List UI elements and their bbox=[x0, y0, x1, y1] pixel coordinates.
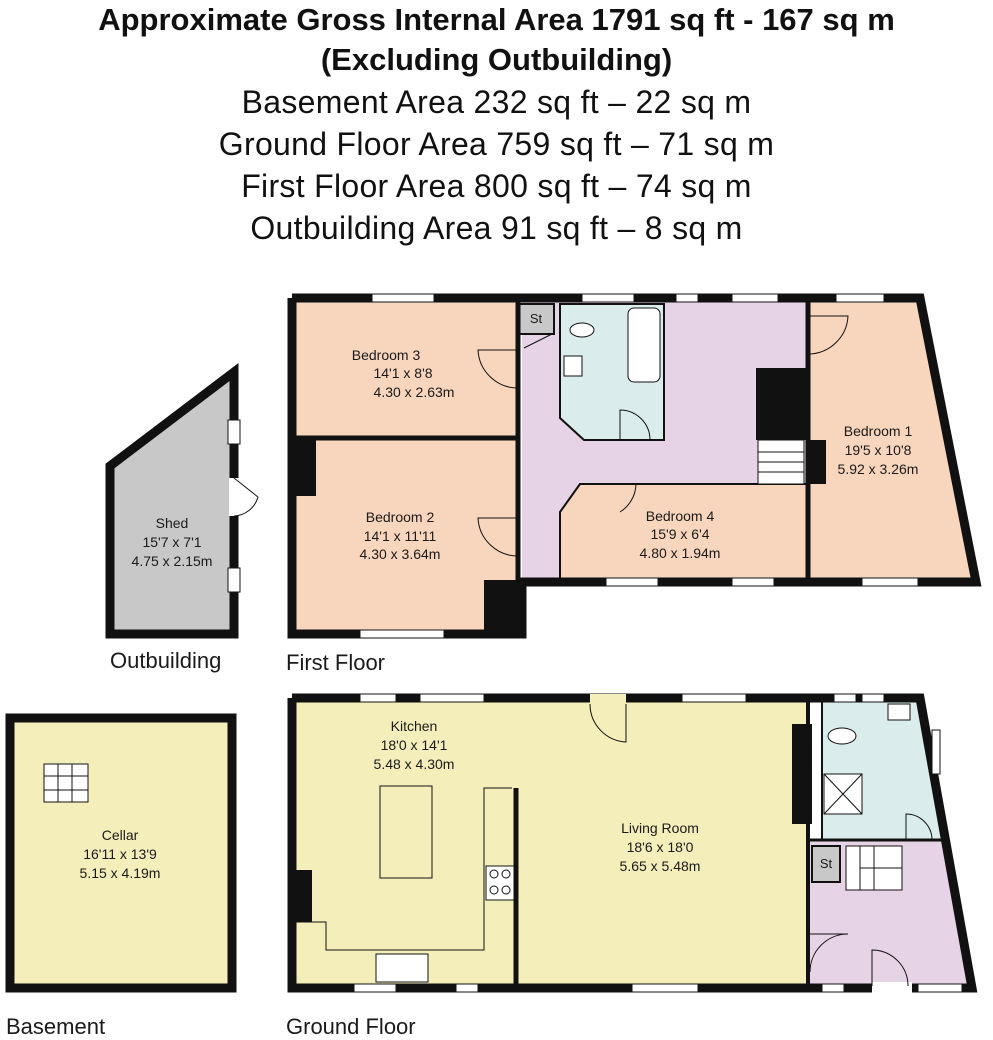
living-room-imperial: 18'6 x 18'0 bbox=[626, 839, 694, 855]
bedroom-4-window-right bbox=[732, 578, 774, 586]
ground-floor-label: Ground Floor bbox=[286, 1014, 416, 1039]
bedroom-2-name: Bedroom 2 bbox=[365, 509, 435, 525]
cellar-imperial: 16'11 x 13'9 bbox=[83, 846, 157, 862]
title-excluding: (Excluding Outbuilding) bbox=[320, 42, 673, 77]
first-floor-area-text: First Floor Area 800 sq ft – 74 sq m bbox=[241, 168, 752, 204]
shed-metric: 4.75 x 2.15m bbox=[131, 553, 213, 569]
landing-window bbox=[732, 294, 778, 302]
bedroom-1-window-bottom bbox=[862, 578, 918, 586]
bedroom-4-metric: 4.80 x 1.94m bbox=[639, 545, 721, 561]
basement-label: Basement bbox=[6, 1014, 106, 1039]
cellar-metric: 5.15 x 4.19m bbox=[79, 865, 161, 881]
bedroom-3-metric: 4.30 x 2.63m bbox=[373, 384, 455, 400]
outbuilding-area-text: Outbuilding Area 91 sq ft – 8 sq m bbox=[250, 210, 743, 246]
basement-area-text: Basement Area 232 sq ft – 22 sq m bbox=[241, 84, 752, 120]
shed-imperial: 15'7 x 7'1 bbox=[142, 534, 202, 550]
kitchen-imperial: 18'0 x 14'1 bbox=[380, 737, 448, 753]
ground-floor-plan bbox=[292, 694, 972, 994]
bedroom-1-imperial: 19'5 x 10'8 bbox=[844, 442, 912, 458]
cellar-name: Cellar bbox=[101, 827, 139, 843]
shower-window-side bbox=[932, 730, 940, 774]
kitchen-window bbox=[420, 694, 484, 702]
bedroom-2-metric: 4.30 x 3.64m bbox=[359, 546, 441, 562]
bedroom-4-imperial: 15'9 x 6'4 bbox=[650, 526, 710, 542]
first-floor-label: First Floor bbox=[286, 650, 385, 675]
bedroom-1-metric: 5.92 x 3.26m bbox=[837, 461, 919, 477]
kitchen-living-area bbox=[292, 700, 810, 988]
bath-icon bbox=[628, 308, 660, 382]
shed-window-lower bbox=[228, 568, 240, 592]
outbuilding-plan bbox=[110, 372, 258, 634]
living-window-top bbox=[682, 694, 746, 702]
ground-wc-icon bbox=[828, 728, 856, 744]
cellar-stairs bbox=[44, 764, 88, 802]
ground-floor-area-text: Ground Floor Area 759 sq ft – 71 sq m bbox=[218, 126, 775, 162]
bathroom-window bbox=[582, 294, 634, 302]
shed-name: Shed bbox=[155, 515, 189, 531]
bedroom-1-window-top bbox=[836, 294, 884, 302]
living-room-metric: 5.65 x 5.48m bbox=[619, 858, 701, 874]
title-gross-area: Approximate Gross Internal Area 1791 sq ft - 167 sq m bbox=[98, 2, 895, 37]
shed-window-upper bbox=[228, 420, 240, 444]
bedroom-3-window bbox=[372, 294, 434, 302]
kitchen-name: Kitchen bbox=[390, 718, 438, 734]
kitchen-metric: 5.48 x 4.30m bbox=[373, 756, 455, 772]
kitchen-island bbox=[380, 786, 432, 878]
bedroom-2-imperial: 14'1 x 11'11 bbox=[363, 528, 437, 544]
basement-plan bbox=[10, 718, 232, 988]
bedroom-3-imperial: 14'1 x 8'8 bbox=[373, 365, 433, 381]
living-window-bottom bbox=[632, 984, 698, 992]
ground-storage-label: St bbox=[819, 856, 833, 871]
front-door-gap bbox=[872, 982, 912, 994]
sink-icon bbox=[376, 954, 428, 982]
bedroom-2-window bbox=[360, 630, 444, 638]
first-floor-plan bbox=[292, 294, 976, 638]
shed-door-gap bbox=[229, 478, 239, 516]
living-room-name: Living Room bbox=[621, 820, 699, 836]
shed-room bbox=[110, 372, 234, 634]
bedroom-4-window-left bbox=[606, 578, 658, 586]
hob-icon bbox=[486, 866, 514, 900]
outbuilding-label: Outbuilding bbox=[110, 648, 222, 673]
stair-void bbox=[756, 368, 806, 440]
wc-icon bbox=[570, 323, 594, 337]
kitchen-door-gap bbox=[590, 694, 626, 704]
ground-basin-icon bbox=[888, 704, 910, 720]
bedroom-4-name: Bedroom 4 bbox=[645, 508, 715, 524]
first-floor-storage-label: St bbox=[529, 311, 543, 326]
bedroom-1-name: Bedroom 1 bbox=[843, 423, 913, 439]
bedroom-3-name: Bedroom 3 bbox=[351, 347, 421, 363]
basin-icon bbox=[564, 356, 582, 376]
